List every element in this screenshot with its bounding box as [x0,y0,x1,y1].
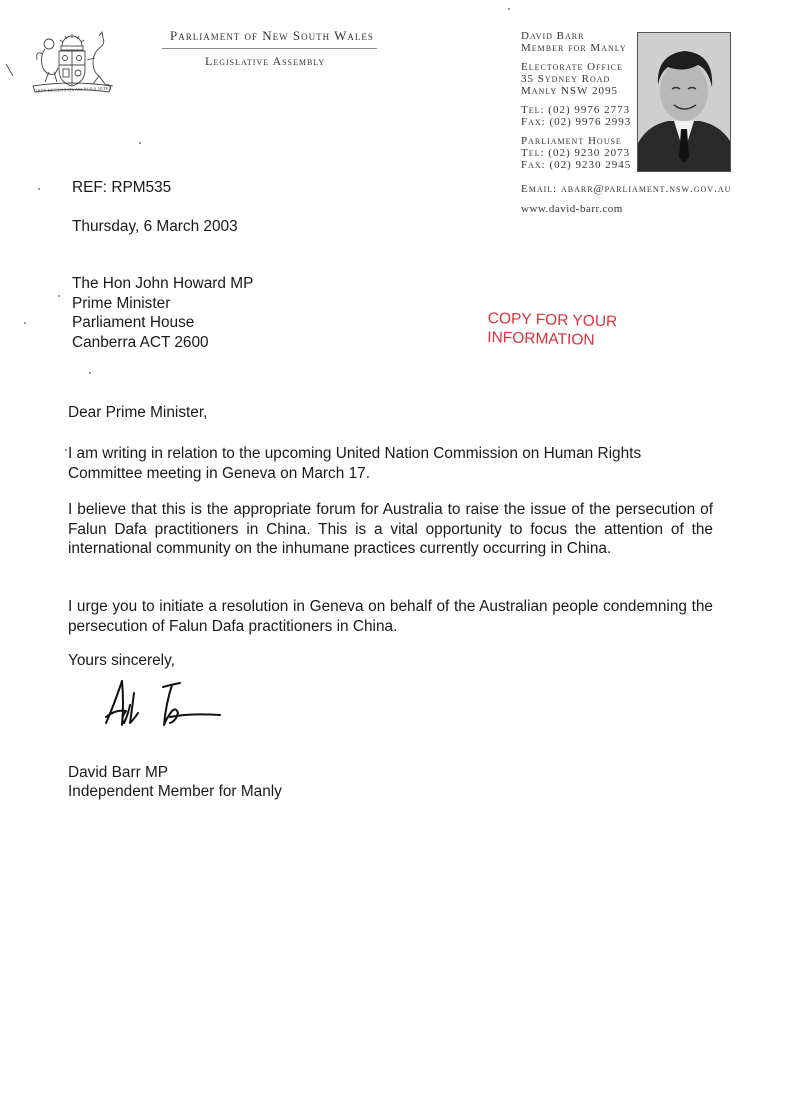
salutation: Dear Prime Minister, [68,404,208,421]
scan-speck [24,322,26,324]
copy-stamp [487,309,617,350]
letter-date: Thursday, 6 March 2003 [72,218,238,235]
signer-title: Independent Member for Manly [68,783,282,800]
letterhead-divider [162,48,377,49]
scan-speck [58,295,60,297]
house-name: Legislative Assembly [205,54,326,68]
stamp-line: INFORMATION [487,328,595,349]
recipient-line: Prime Minister [72,294,171,312]
parliament-house-fax: Fax: (02) 9230 2945 [521,159,632,171]
scan-speck [65,449,67,451]
parliament-name: Parliament of New South Wales [170,28,374,43]
crest-motto: ORTA RECENS QUAM PURA NITES [34,85,112,94]
electorate-tel: Tel: (02) 9976 2773 [521,104,631,116]
member-website[interactable]: www.david-barr.com [521,203,623,215]
scan-mark [4,62,16,78]
portrait-photo [637,32,731,172]
member-email[interactable]: Email: abarr@parliament.nsw.gov.au [521,183,732,195]
member-contact-block [521,30,631,171]
electorate-office-heading: Electorate Office [521,61,623,73]
electorate-fax: Fax: (02) 9976 2993 [521,116,632,128]
recipient-line: Canberra ACT 2600 [72,333,209,351]
parliament-house-heading: Parliament House [521,135,622,147]
scan-speck [89,372,91,374]
handwritten-signature [100,675,225,740]
recipient-line: The Hon John Howard MP [72,275,254,292]
closing: Yours sincerely, [68,652,175,669]
reference-number: REF: RPM535 [72,179,172,196]
parliament-house-tel: Tel: (02) 9230 2073 [521,147,631,159]
scan-speck [38,188,40,190]
recipient-address [72,274,253,352]
portrait-icon [638,33,730,171]
signer-name: David Barr MP [68,764,169,781]
member-role: Member for Manly [521,42,627,54]
scan-speck [139,142,141,144]
electorate-street: 35 Sydney Road [521,73,611,85]
member-name: David Barr [521,30,585,42]
electorate-suburb: Manly NSW 2095 [521,85,618,97]
recipient-line: Parliament House [72,314,195,332]
scan-speck [508,8,510,10]
body-paragraph: I am writing in relation to the upcoming United Nation Commission on Human Rights Committee meeting in Geneva on March 17. [68,445,642,482]
stamp-line: COPY FOR YOUR [487,309,618,331]
body-paragraph: I believe that this is the appropriate forum for Australia to raise the issue of the persecution of Falun Dafa practitioners in China. This is a vital opportunity to focus the attention of the international community on the inhumane practices currently occurring in China. [68,501,713,558]
body-paragraph: I urge you to initiate a resolution in Geneva on behalf of the Australian people condemning the persecution of Falun Dafa practitioners in China. [68,598,713,635]
